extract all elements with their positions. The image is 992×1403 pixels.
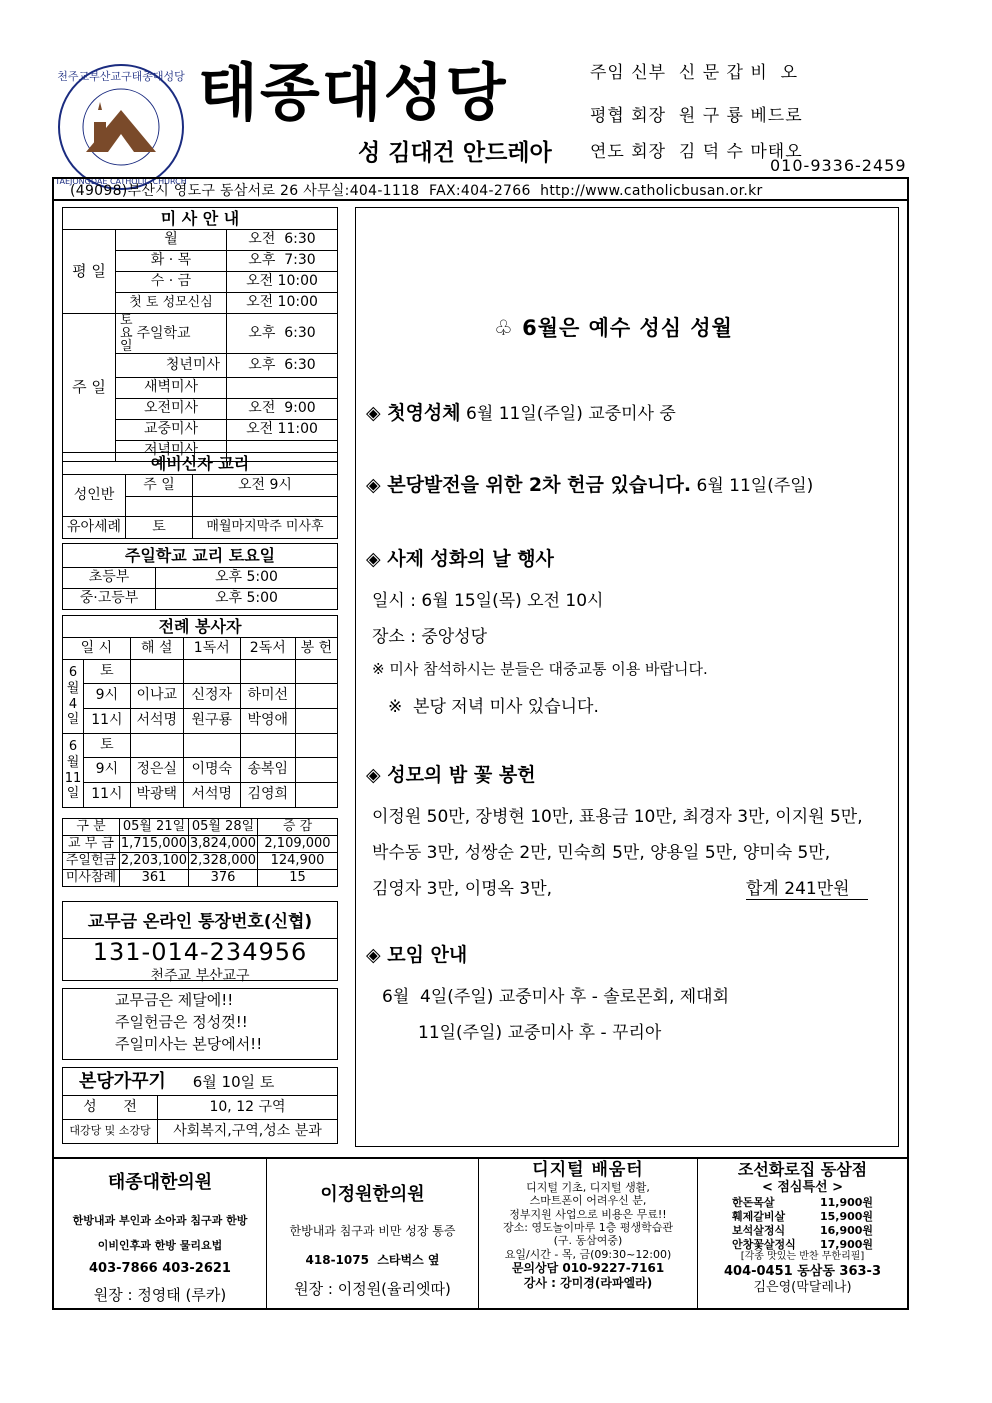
flower-offering-total: 합계 241만원 <box>746 874 868 900</box>
slogan-box <box>62 988 338 1060</box>
mass-day: 화 · 목 <box>116 251 227 272</box>
notice-body: 6월 11일(주일) 교중미사 중 <box>460 404 676 424</box>
ad-title: 조선화로집 동삼점 <box>737 1160 868 1179</box>
decoration-label: 대강당 및 소강당 <box>63 1120 158 1144</box>
mass-day: 저녁미사 <box>116 441 227 462</box>
address-divider <box>52 199 909 201</box>
ad-phone: 문의상담 010-9227-7161 <box>511 1261 665 1276</box>
ad-chosun-hwaro <box>698 1160 907 1296</box>
finance-header: 05월 21일 <box>120 819 189 836</box>
finance-change: 124,900 <box>258 853 338 870</box>
mass-time: 오후 6:30 <box>227 314 338 354</box>
ad-title: 디지털 배움터 <box>532 1160 644 1180</box>
reader-2: 송복임 <box>240 758 295 783</box>
finance-value: 361 <box>120 870 189 887</box>
week1-date: 6월4일 <box>63 660 84 734</box>
meeting-line: 11일(주일) 교중미사 후 - 꾸리아 <box>418 1023 662 1043</box>
mass-day: 토요일 주일학교 <box>116 314 227 354</box>
reader-2: 하미선 <box>240 684 295 709</box>
first-communion-notice <box>366 398 676 425</box>
mass-time: 11시 <box>84 709 131 734</box>
mass-time: 11시 <box>84 783 131 808</box>
ad-subtitle: < 점심특선 > <box>761 1180 844 1195</box>
priest-day-datetime: 일시 : 6월 15일(목) 오전 10시 <box>372 591 604 611</box>
mass-day: 수 · 금 <box>116 272 227 293</box>
week2-date: 6월11일 <box>63 734 84 808</box>
pastor-line: 주임 신부 신 문 갑 비 오 <box>590 63 799 83</box>
adult-class-day: 주 일 <box>126 475 193 497</box>
ad-taejongdae-clinic <box>54 1160 266 1305</box>
finance-change: 15 <box>258 870 338 887</box>
liturgy-table <box>62 615 338 808</box>
finance-header: 증 감 <box>258 819 338 836</box>
finance-table <box>62 818 338 887</box>
ad-instructor: 강사 : 강미경(라파엘라) <box>523 1275 653 1290</box>
saturday-label: 토 <box>84 660 131 684</box>
offertory <box>295 684 337 709</box>
priest-day-location: 장소 : 중앙성당 <box>372 627 488 647</box>
ad-line: 요일/시간 - 목, 금(09:30~12:00) <box>504 1247 672 1261</box>
mass-day: 첫 토 성모신심 <box>116 293 227 314</box>
mass-schedule-table <box>62 207 338 462</box>
mass-time <box>227 378 338 399</box>
notice-heading: ◈ 첫영성체 <box>366 402 461 424</box>
church-name: 태종대성당 <box>198 56 508 129</box>
finance-value: 2,203,100 <box>120 852 188 868</box>
ad-director: 원장 : 정영태 (루카) <box>93 1286 227 1304</box>
school-grade: 초등부 <box>63 568 156 589</box>
catechumen-table <box>62 452 338 539</box>
reader-1: 서석명 <box>183 783 240 808</box>
adult-class-label: 성인반 <box>63 475 126 517</box>
flower-offering-line: 이정원 50만, 장병현 10만, 표용금 10만, 최경자 3만, 이지원 5만, <box>372 807 863 827</box>
col-header: 일 시 <box>63 638 131 660</box>
reader-2: 김영희 <box>240 783 295 808</box>
mass-time: 9시 <box>84 684 131 709</box>
mass-time: 오전 10:00 <box>227 272 338 293</box>
sunday-school-table <box>62 543 338 610</box>
ads-divider <box>52 1157 909 1159</box>
mass-time: 오전 9:00 <box>227 399 338 420</box>
col-header: 2독서 <box>240 638 295 660</box>
school-grade: 중·고등부 <box>63 589 156 610</box>
account-owner: 천주교 부산교구 <box>150 968 250 985</box>
finance-header: 구 분 <box>63 819 120 836</box>
menu-item: 훼제갈비살 15,900원 <box>731 1210 874 1223</box>
priest-day-note: ※ 미사 참석하시는 분들은 대중교통 이용 바랍니다. <box>372 660 708 678</box>
sunday-label: 주 일 <box>63 314 116 462</box>
menu-item: 안창꽃살정식 17,900원 <box>731 1237 874 1251</box>
catechumen-title: 예비신자 교리 <box>63 453 338 475</box>
flower-offering-heading: ◈ 성모의 밤 꽃 봉헌 <box>366 764 536 786</box>
priest-day-heading: ◈ 사제 성화의 날 행사 <box>366 548 554 570</box>
reader-2: 박영애 <box>240 709 295 734</box>
offertory <box>295 783 337 808</box>
commentator: 서석명 <box>130 709 183 734</box>
mass-day: 새벽미사 <box>116 378 227 399</box>
notice-body: 6월 11일(주일) <box>691 476 814 496</box>
decoration-title: 본당가꾸기 <box>79 1070 166 1092</box>
reader-1: 신정자 <box>183 684 240 709</box>
mass-day: 오전미사 <box>116 399 227 420</box>
slogan-line: 주일미사는 본당에서!! <box>115 1035 263 1053</box>
ad-line: 스마트폰이 어려우신 분, <box>529 1194 647 1208</box>
finance-label: 주일헌금 <box>63 853 120 870</box>
infant-baptism-label: 유아세례 <box>63 517 126 539</box>
reader-1: 이명숙 <box>183 758 240 783</box>
finance-value: 376 <box>189 870 258 887</box>
ad-note: [각종 맛있는 반찬 무한리필] <box>740 1251 865 1263</box>
adult-class-time: 오전 9시 <box>193 475 338 497</box>
prayer-president-line: 연도 회장 김 덕 수 마태오 <box>590 142 803 162</box>
decoration-date: 6월 10일 토 <box>192 1072 275 1091</box>
address-line: (49098)부산시 영도구 동삼서로 26 사무실:404-1118 FAX:404-2766 http://www.catholicbusan.or.kr <box>70 183 763 199</box>
commentator: 박광택 <box>130 783 183 808</box>
meeting-heading: ◈ 모임 안내 <box>366 944 468 966</box>
ad-phone: 418-1075 스타벅스 옆 <box>305 1253 440 1267</box>
ad-line: 한방내과 부인과 소아과 침구과 한방 <box>72 1214 248 1227</box>
saturday-label: 토요일 <box>120 313 133 354</box>
menu-item: 보석살정식 16,900원 <box>731 1223 874 1237</box>
infant-baptism-time: 매월마지막주 미사후 <box>193 517 338 539</box>
ad-phone: 403-7866 403-2621 <box>89 1261 231 1276</box>
ad-line: 장소: 영도놀이마루 1층 평생학습관 <box>503 1220 673 1234</box>
commentator: 이나교 <box>130 684 183 709</box>
finance-value: 2,328,000 <box>189 852 257 868</box>
ad-address: 404-0451 동삼동 363-3 <box>723 1263 882 1279</box>
account-box <box>62 901 338 985</box>
flower-offering-line: 박수동 3만, 성쌍순 2만, 민숙희 5만, 양용일 5만, 양미숙 5만, <box>372 843 831 863</box>
infant-baptism-day: 토 <box>126 517 193 539</box>
mass-time: 오후 7:30 <box>227 251 338 272</box>
finance-label: 교 무 금 <box>63 836 120 853</box>
col-header: 해 설 <box>130 638 183 660</box>
ad-line: 한방내과 침구과 비만 성장 통증 <box>289 1224 456 1238</box>
ad-line: 정부지원 사업으로 비용은 무료!! <box>509 1207 667 1221</box>
council-president-line: 평협 회장 원 구 룡 베드로 <box>590 106 803 126</box>
menu-item: 한돈목살 11,900원 <box>731 1196 874 1210</box>
school-time: 오후 5:00 <box>156 589 338 610</box>
ad-owner: 김은영(막달레나) <box>753 1280 852 1295</box>
school-time: 오후 5:00 <box>156 568 338 589</box>
mass-title: 미 사 안 내 <box>63 208 338 230</box>
account-title: 교무금 온라인 통장번호(신협) <box>87 912 313 932</box>
ad-title: 이정원한의원 <box>320 1184 425 1205</box>
ad-line: (구. 동삼여중) <box>553 1234 623 1248</box>
finance-header: 05월 28일 <box>189 819 258 836</box>
ad-line: 디지털 기초, 디지털 생활, <box>526 1180 650 1194</box>
finance-label: 미사참례 <box>63 870 120 887</box>
reader-1: 원구룡 <box>183 709 240 734</box>
liturgy-title: 전례 봉사자 <box>63 616 338 638</box>
offertory <box>295 758 337 783</box>
flower-offering-line: 김영자 3만, 이명옥 3만, <box>372 879 553 899</box>
ad-leejungwon-clinic <box>267 1160 478 1299</box>
menu-list <box>698 1196 907 1251</box>
slogan-line: 주일헌금은 정성껏!! <box>115 1013 248 1031</box>
svg-text:천주교부산교구태종대성당: 천주교부산교구태종대성당 <box>57 70 185 83</box>
mass-day: 교중미사 <box>116 420 227 441</box>
finance-value: 1,715,000 <box>120 835 188 851</box>
meeting-line: 6월 4일(주일) 교중미사 후 - 솔로몬회, 제대회 <box>382 987 730 1007</box>
col-header: 1독서 <box>183 638 240 660</box>
finance-value: 3,824,000 <box>189 835 257 851</box>
priest-day-note-2: ※ 본당 저녁 미사 있습니다. <box>388 697 599 717</box>
month-theme-title: ♧ 6월은 예수 성심 성월 <box>494 316 733 340</box>
mass-time: 오전 10:00 <box>227 293 338 314</box>
mass-day: 청년미사 <box>116 354 227 378</box>
notice-heading: ◈ 본당발전을 위한 2차 헌금 있습니다. <box>366 474 692 496</box>
weekday-label: 평 일 <box>63 230 116 314</box>
saturday-label: 토 <box>84 734 131 758</box>
commentator: 정은실 <box>130 758 183 783</box>
slogan-line: 교무금은 제달에!! <box>115 991 234 1009</box>
decoration-table <box>62 1067 338 1144</box>
ad-title: 태종대한의원 <box>107 1172 213 1193</box>
mass-day: 월 <box>116 230 227 251</box>
sunday-school-title: 주일학교 교리 토요일 <box>63 544 338 568</box>
mass-time: 오후 6:30 <box>227 354 338 378</box>
ad-line: 이비인후과 한방 물리요법 <box>97 1239 223 1252</box>
decoration-label: 성 전 <box>63 1096 158 1120</box>
svg-text:TAEJONGDAE CATHOLIC CHURCH: TAEJONGDAE CATHOLIC CHURCH <box>56 177 186 186</box>
mass-time: 오전 6:30 <box>227 230 338 251</box>
church-seal-logo <box>56 62 186 192</box>
second-collection-notice <box>366 470 813 497</box>
prayer-president-phone: 010-9336-2459 <box>770 156 907 175</box>
ad-digital-learning <box>479 1160 697 1290</box>
ad-director: 원장 : 이정원(율리엣따) <box>294 1280 451 1298</box>
decoration-value: 사회복지,구역,성소 분과 <box>158 1120 338 1144</box>
col-header: 봉 헌 <box>295 638 337 660</box>
finance-change: 2,109,000 <box>258 836 338 853</box>
patron-saint: 성 김대건 안드레아 <box>358 140 552 166</box>
decoration-value: 10, 12 구역 <box>158 1096 338 1120</box>
mass-time: 9시 <box>84 758 131 783</box>
offertory <box>295 709 337 734</box>
mass-time: 오전 11:00 <box>227 420 338 441</box>
account-number: 131-014-234956 <box>92 938 308 966</box>
